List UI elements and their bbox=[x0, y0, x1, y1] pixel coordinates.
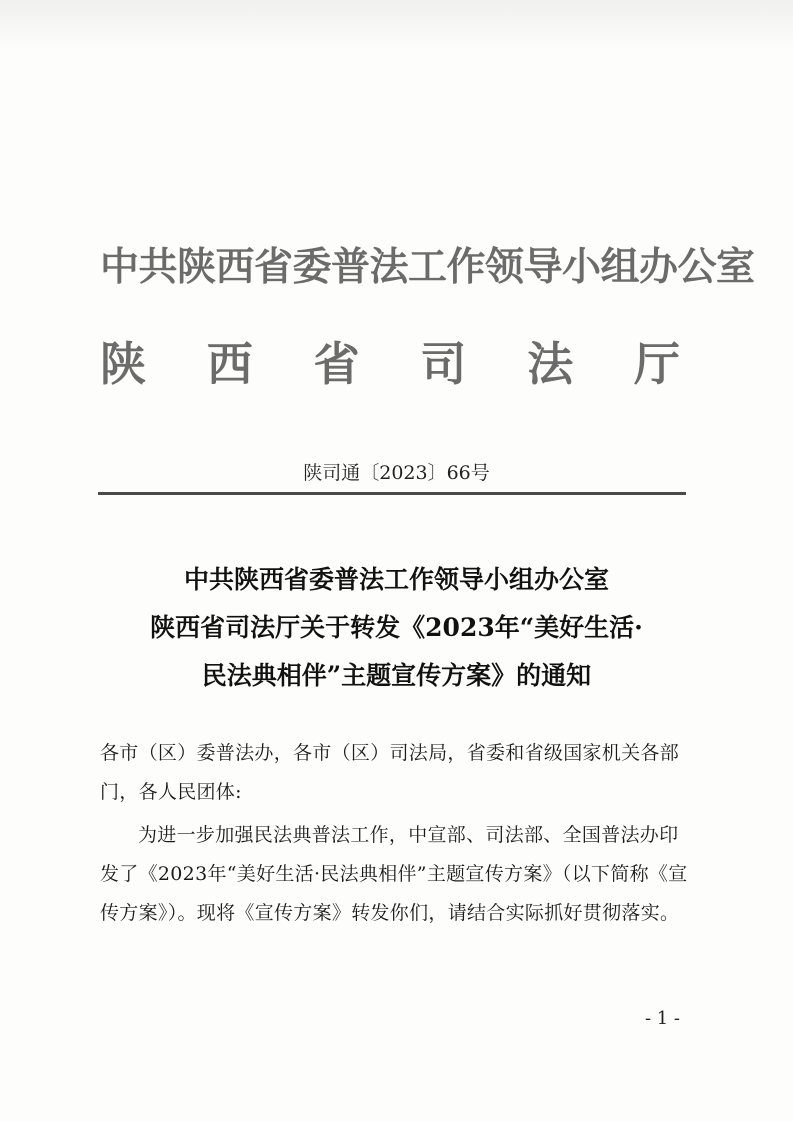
issuer-char: 陕 bbox=[100, 337, 146, 391]
document-title-line-1: 中共陕西省委普法工作领导小组办公室 bbox=[183, 565, 609, 594]
issuer-char: 法 bbox=[527, 337, 574, 391]
salutation: 各市（区）委普法办，各市（区）司法局，省委和省级国家机关各部门，各人民团体: bbox=[100, 742, 680, 803]
document-title-line-3: 民法典相伴”主题宣传方案》的通知 bbox=[201, 661, 592, 690]
issuer-char: 司 bbox=[420, 337, 467, 391]
issuer-name-party-office: 中共陕西省委普法工作领导小组办公室 bbox=[100, 244, 755, 290]
document-number: 陕司通〔2023〕66号 bbox=[303, 462, 490, 484]
document-title-line-2: 陕西省司法厅关于转发《2023年“美好生活· bbox=[150, 613, 643, 642]
scan-shadow bbox=[0, 0, 793, 50]
page-number: - 1 - bbox=[644, 1008, 680, 1029]
issuer-char: 西 bbox=[206, 337, 253, 391]
issuer-char: 厅 bbox=[633, 337, 680, 391]
body-paragraph: 为进一步加强民法典普法工作，中宣部、司法部、全国普法办印发了《2023年“美好生活·民法典相伴”主题宣传方案》（以下简称《宣传方案》）。现将《宣传方案》转发你们，请结合实际抓好贯彻落实。 bbox=[100, 824, 688, 924]
issuer-name-justice-department bbox=[100, 328, 680, 394]
issuer-char: 省 bbox=[313, 337, 360, 391]
header-divider bbox=[98, 492, 686, 495]
